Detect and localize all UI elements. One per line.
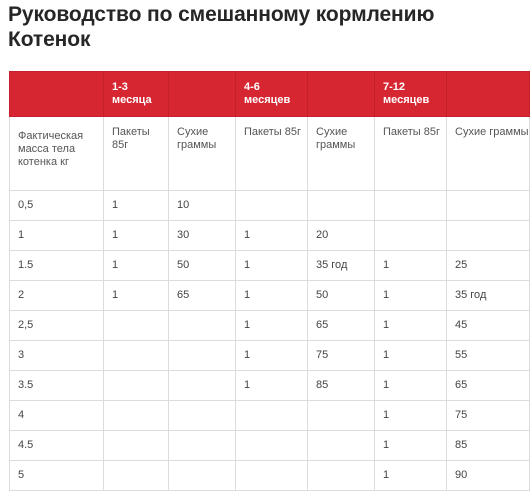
table-row xyxy=(10,221,530,251)
feeding-guide-table xyxy=(9,71,530,491)
age-group-7-12-months: 7-12 месяцев xyxy=(375,72,447,117)
cell-pouches-4-6: 1 xyxy=(236,341,308,371)
cell-body-weight: 3 xyxy=(10,341,104,371)
cell-pouches-7-12: 1 xyxy=(375,371,447,401)
cell-pouches-7-12: 1 xyxy=(375,461,447,491)
cell-dry-grams-7-12: 65 xyxy=(447,371,530,401)
cell-dry-grams-4-6: 75 xyxy=(308,341,375,371)
table-row xyxy=(10,461,530,491)
header-filler-cell xyxy=(447,72,530,117)
cell-pouches-1-3: 1 xyxy=(104,281,169,311)
cell-body-weight: 2 xyxy=(10,281,104,311)
cell-dry-grams-7-12 xyxy=(447,221,530,251)
cell-body-weight: 1 xyxy=(10,221,104,251)
cell-dry-grams-7-12: 35 год xyxy=(447,281,530,311)
cell-pouches-4-6 xyxy=(236,461,308,491)
age-group-header-row xyxy=(10,72,530,117)
subheader-dry-grams-7-12: Сухие граммы xyxy=(447,117,530,191)
cell-dry-grams-4-6 xyxy=(308,461,375,491)
cell-dry-grams-7-12: 45 xyxy=(447,311,530,341)
header-filler-cell xyxy=(308,72,375,117)
table-row xyxy=(10,311,530,341)
cell-body-weight: 3.5 xyxy=(10,371,104,401)
cell-dry-grams-1-3 xyxy=(169,431,236,461)
table-row xyxy=(10,401,530,431)
cell-dry-grams-1-3: 65 xyxy=(169,281,236,311)
cell-pouches-1-3: 1 xyxy=(104,251,169,281)
cell-dry-grams-1-3 xyxy=(169,461,236,491)
age-group-1-3-months: 1-3 месяца xyxy=(104,72,169,117)
cell-pouches-1-3 xyxy=(104,311,169,341)
cell-dry-grams-1-3: 50 xyxy=(169,251,236,281)
subheader-pouches-7-12: Пакеты 85г xyxy=(375,117,447,191)
cell-dry-grams-7-12 xyxy=(447,191,530,221)
subheader-body-weight: Фактическая масса тела котенка кг xyxy=(10,117,104,191)
table-row xyxy=(10,341,530,371)
cell-dry-grams-1-3 xyxy=(169,341,236,371)
cell-dry-grams-7-12: 25 xyxy=(447,251,530,281)
cell-dry-grams-4-6: 35 год xyxy=(308,251,375,281)
cell-pouches-1-3 xyxy=(104,461,169,491)
cell-pouches-7-12 xyxy=(375,221,447,251)
cell-body-weight: 4 xyxy=(10,401,104,431)
cell-dry-grams-7-12: 55 xyxy=(447,341,530,371)
header-filler-cell xyxy=(169,72,236,117)
cell-pouches-4-6: 1 xyxy=(236,371,308,401)
subheader-dry-grams-1-3: Сухие граммы xyxy=(169,117,236,191)
header-blank-cell xyxy=(10,72,104,117)
table-row xyxy=(10,251,530,281)
cell-pouches-7-12: 1 xyxy=(375,311,447,341)
cell-dry-grams-4-6 xyxy=(308,401,375,431)
cell-dry-grams-7-12: 75 xyxy=(447,401,530,431)
age-group-4-6-months: 4-6 месяцев xyxy=(236,72,308,117)
cell-dry-grams-1-3 xyxy=(169,401,236,431)
cell-dry-grams-1-3: 30 xyxy=(169,221,236,251)
cell-body-weight: 0,5 xyxy=(10,191,104,221)
cell-pouches-4-6: 1 xyxy=(236,311,308,341)
table-row xyxy=(10,431,530,461)
table-row xyxy=(10,191,530,221)
cell-pouches-4-6 xyxy=(236,191,308,221)
page-title: Руководство по смешанному кормлению Котенок xyxy=(8,3,435,51)
cell-pouches-7-12: 1 xyxy=(375,251,447,281)
cell-pouches-1-3 xyxy=(104,341,169,371)
subheader-pouches-4-6: Пакеты 85г xyxy=(236,117,308,191)
cell-body-weight: 1.5 xyxy=(10,251,104,281)
cell-pouches-1-3 xyxy=(104,371,169,401)
subheader-pouches-1-3: Пакеты 85г xyxy=(104,117,169,191)
cell-pouches-7-12 xyxy=(375,191,447,221)
cell-pouches-4-6: 1 xyxy=(236,221,308,251)
cell-dry-grams-4-6: 85 xyxy=(308,371,375,401)
cell-body-weight: 2,5 xyxy=(10,311,104,341)
cell-pouches-1-3 xyxy=(104,401,169,431)
table-row xyxy=(10,371,530,401)
cell-body-weight: 4.5 xyxy=(10,431,104,461)
feeding-table-container[interactable] xyxy=(9,71,529,491)
cell-pouches-1-3 xyxy=(104,431,169,461)
cell-pouches-7-12: 1 xyxy=(375,341,447,371)
cell-pouches-4-6 xyxy=(236,401,308,431)
cell-pouches-7-12: 1 xyxy=(375,431,447,461)
cell-pouches-4-6: 1 xyxy=(236,281,308,311)
cell-dry-grams-4-6 xyxy=(308,431,375,461)
cell-pouches-1-3: 1 xyxy=(104,191,169,221)
cell-dry-grams-4-6: 20 xyxy=(308,221,375,251)
table-row xyxy=(10,281,530,311)
cell-body-weight: 5 xyxy=(10,461,104,491)
cell-dry-grams-4-6: 65 xyxy=(308,311,375,341)
subheader-dry-grams-4-6: Сухие граммы xyxy=(308,117,375,191)
cell-pouches-7-12: 1 xyxy=(375,281,447,311)
column-subheader-row xyxy=(10,117,530,191)
cell-dry-grams-7-12: 90 xyxy=(447,461,530,491)
cell-pouches-4-6 xyxy=(236,431,308,461)
cell-pouches-1-3: 1 xyxy=(104,221,169,251)
cell-dry-grams-1-3 xyxy=(169,311,236,341)
cell-dry-grams-7-12: 85 xyxy=(447,431,530,461)
cell-pouches-4-6: 1 xyxy=(236,251,308,281)
cell-pouches-7-12: 1 xyxy=(375,401,447,431)
cell-dry-grams-4-6 xyxy=(308,191,375,221)
cell-dry-grams-1-3: 10 xyxy=(169,191,236,221)
cell-dry-grams-4-6: 50 xyxy=(308,281,375,311)
cell-dry-grams-1-3 xyxy=(169,371,236,401)
